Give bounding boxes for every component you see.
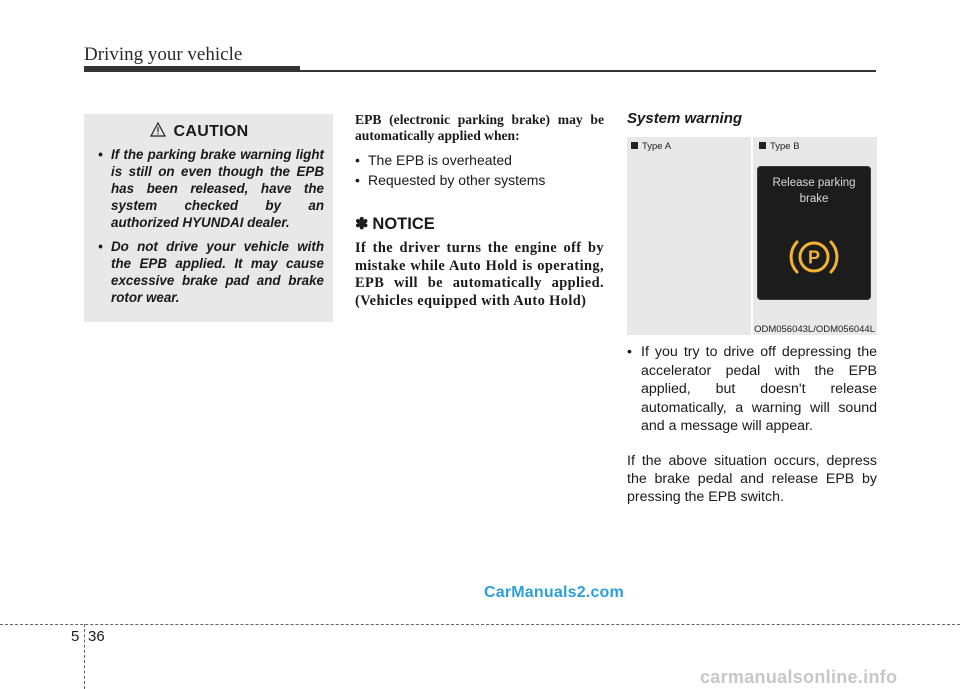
warning-triangle-icon xyxy=(150,122,166,142)
type-a-label: Type A xyxy=(631,141,671,152)
list-item: • Requested by other systems xyxy=(355,172,546,188)
list-item: • The EPB is overheated xyxy=(355,152,512,168)
notice-header xyxy=(355,214,604,234)
figure-divider xyxy=(751,137,753,335)
chapter-number: 5 xyxy=(71,628,80,645)
parking-brake-letter: P xyxy=(807,247,821,268)
epb-conditions-list xyxy=(355,150,604,190)
bullet-icon: • xyxy=(627,344,632,360)
watermark-link[interactable]: CarManuals2.com xyxy=(484,584,624,601)
header-rule-thin xyxy=(300,70,876,72)
notice-asterisk-icon: ✽ xyxy=(355,216,369,233)
instruction-paragraph: If the above situation occurs, depress the brake pedal and release EPB by pressing the EPB switch. xyxy=(627,453,877,505)
caution-header xyxy=(98,122,324,142)
footer-vertical-divider xyxy=(84,624,85,689)
caution-item: • Do not drive your vehicle with the EPB applied. It may cause excessive brake pad and brake rotor wear. xyxy=(98,239,324,305)
caution-item: • If the parking brake warning light is still on even though the EPB has been released, have the system checked by an authorized HYUNDAI dealer. xyxy=(98,147,324,230)
header-rule-thick xyxy=(84,66,300,72)
bullet-icon: • xyxy=(355,172,360,188)
section-title: System warning xyxy=(627,110,743,127)
footer-divider xyxy=(0,624,960,625)
figure-caption: ODM056043L/ODM056044L xyxy=(754,324,875,335)
bullet-icon: • xyxy=(98,239,103,254)
parking-brake-warning-icon xyxy=(787,236,841,283)
caution-box xyxy=(84,114,333,322)
type-b-label: Type B xyxy=(759,141,800,152)
site-watermark: carmanualsonline.info xyxy=(700,667,898,687)
right-column xyxy=(627,110,877,505)
epb-intro: EPB (electronic parking brake) may be automatically applied when: xyxy=(355,112,604,143)
middle-column xyxy=(355,112,604,310)
square-bullet-icon xyxy=(759,142,766,149)
bullet-icon: • xyxy=(98,147,103,162)
header-title: Driving your vehicle xyxy=(84,44,243,65)
page-number: 36 xyxy=(88,628,105,645)
system-warning-figure xyxy=(627,137,877,335)
warning-list xyxy=(627,343,877,436)
notice-body: If the driver turns the engine off by mistake while Auto Hold is operating, EPB will be automatically applied. (Vehicles equipped with Auto Hold) xyxy=(355,240,604,309)
cluster-display-panel xyxy=(757,166,871,300)
panel-message: Release parking brake xyxy=(772,177,856,205)
caution-title: CAUTION xyxy=(173,123,249,140)
caution-list xyxy=(98,146,324,306)
square-bullet-icon xyxy=(631,142,638,149)
bullet-icon: • xyxy=(355,152,360,168)
list-item: • If you try to drive off depressing the accelerator pedal with the EPB applied, but doesn't release automatically, a warning will sound and a message will appear. xyxy=(627,344,877,434)
notice-title: NOTICE xyxy=(372,214,435,233)
